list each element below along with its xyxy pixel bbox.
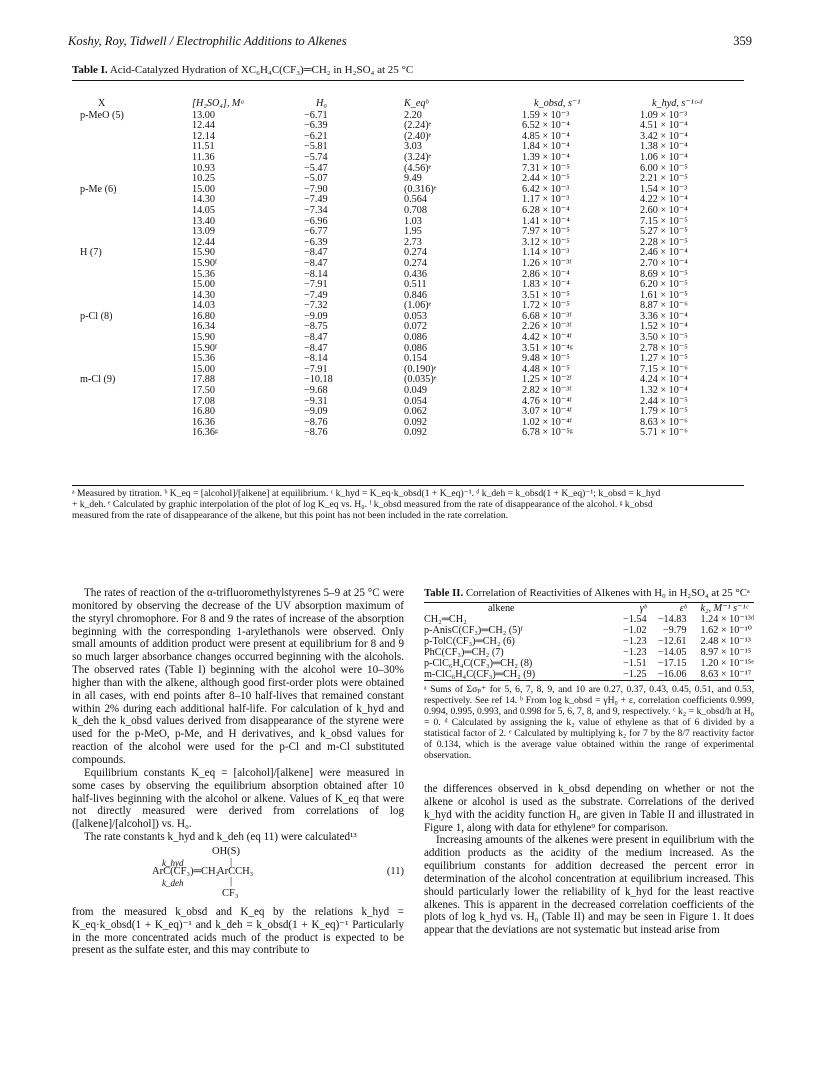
table1-cell-keq: 0.049 — [404, 385, 427, 397]
table1-cell-substituent: p-Cl (8) — [80, 310, 113, 322]
table1-cell-h0: −6.96 — [304, 215, 328, 227]
table1-cell-kobsd: 1.25 × 10⁻²ᶠ — [522, 374, 572, 386]
table1-cell-h0: −7.91 — [304, 363, 328, 375]
table1-cell-kobsd: 1.72 × 10⁻⁵ — [522, 300, 570, 312]
table1-cell-keq: 0.154 — [404, 353, 427, 365]
table1-cell-h2so4: 14.03 — [192, 300, 215, 312]
table1-cell-substituent — [72, 418, 192, 429]
table1-cell-keq: (0.190)ᵉ — [404, 363, 437, 375]
table1-cell-h2so4: 15.00 — [192, 183, 215, 195]
table1-cell-kobsd: 6.68 × 10⁻³ᶠ — [522, 310, 572, 322]
table1-cell-h2so4: 12.44 — [192, 120, 215, 132]
table1-cell-h2so4: 11.51 — [192, 141, 215, 153]
table2-cell-epsilon: −17.15 — [657, 658, 687, 669]
table1-cell-kobsd: 4.48 × 10⁻⁵ — [522, 363, 570, 375]
left-column — [72, 587, 404, 957]
table1-col-keq: K_eqᵇ — [404, 98, 429, 109]
table1-cell-khyd: 6.20 × 10⁻⁵ — [640, 279, 688, 291]
table1-cell-kobsd: 6.52 × 10⁻⁴ — [522, 120, 570, 132]
table1-col-h2so4: [H₂SO₄], Mᵃ — [192, 98, 245, 109]
table1-cell-substituent: p-MeO (5) — [80, 109, 124, 121]
table1-cell-h2so4: 13.40 — [192, 215, 215, 227]
table1-cell-h2so4: 13.09 — [192, 226, 215, 238]
table1-cell-h0: −8.47 — [304, 247, 328, 259]
table1-cell-kobsd: 1.59 × 10⁻³ — [522, 109, 570, 121]
eq-bond: | — [230, 856, 233, 868]
table2-cell-k2: 8.63 × 10⁻¹⁷ — [700, 669, 752, 680]
table1-col-h0: H₀ — [316, 98, 327, 109]
table1-cell-h0: −9.09 — [304, 406, 328, 418]
table1-cell-h2so4: 14.30 — [192, 289, 215, 301]
table1-cell-h0: −8.76 — [304, 416, 328, 428]
table1-cell-keq: 0.846 — [404, 289, 427, 301]
table1-cell-substituent — [72, 322, 192, 333]
table1-cell-kobsd: 6.28 × 10⁻⁴ — [522, 204, 570, 216]
table1-cell-khyd: 2.44 × 10⁻⁵ — [640, 395, 688, 407]
table1-cell-keq: 0.062 — [404, 406, 427, 418]
table1-cell-keq: 0.092 — [404, 416, 427, 428]
table1-cell-keq: (0.035)ᵉ — [404, 374, 437, 386]
table1-cell-keq: 9.49 — [404, 173, 422, 185]
table2-cell-gamma: −1.23 — [622, 636, 647, 647]
table1-cell-h2so4: 10.93 — [192, 162, 215, 174]
table1-footnote-line: + k_deh. ᵉ Calculated by graphic interpolation of the plot of log K_eq vs. H₀. ᶠ k_obsd measured from the rate of disappearance of the alcohol. ᵍ k_obsd — [72, 499, 653, 511]
table1-row — [72, 259, 744, 270]
table1-cell-khyd: 3.42 × 10⁻⁴ — [640, 130, 688, 142]
table1-cell-h2so4: 16.36ᵍ — [192, 427, 218, 439]
table2-cell-gamma: −1.25 — [622, 669, 647, 680]
table1-cell-khyd: 1.32 × 10⁻⁴ — [640, 385, 688, 397]
table1-cell-h2so4: 15.90ᶠ — [192, 342, 218, 354]
table1-cell-keq: 0.072 — [404, 321, 427, 333]
table1-cell-h0: −7.90 — [304, 183, 328, 195]
table1-cell-kobsd: 1.26 × 10⁻³ᶠ — [522, 257, 572, 269]
table1-cell-h2so4: 16.80 — [192, 310, 215, 322]
page-number: 359 — [733, 34, 752, 48]
table2-cell-epsilon: −14.05 — [657, 647, 687, 658]
table1-cell-keq: 0.274 — [404, 247, 427, 259]
eq-reactant: ArC(CF₃)═CH₂ — [152, 865, 220, 877]
table1-cell-kobsd: 1.39 × 10⁻⁴ — [522, 151, 570, 163]
table2-cell-k2: 2.48 × 10⁻¹³ — [700, 636, 751, 647]
table2-cell-alkene: p-TolC(CF₃)═CH₂ (6) — [424, 636, 515, 647]
table1-cell-kobsd: 6.78 × 10⁻⁵ᵍ — [522, 427, 573, 439]
table1-cell-kobsd: 3.51 × 10⁻⁴ᵍ — [522, 342, 573, 354]
table1-cell-keq: 0.511 — [404, 279, 427, 291]
table2-cell-alkene: PhC(CF₃)═CH₂ (7) — [424, 647, 504, 658]
table1-cell-h2so4: 10.25 — [192, 173, 215, 185]
table1-cell-h2so4: 12.44 — [192, 236, 215, 248]
table2-caption-label: Table II. — [424, 587, 464, 599]
table2-bottom-rule — [424, 680, 754, 681]
table2-cell-k2: 1.20 × 10⁻¹⁵ᵉ — [700, 658, 754, 669]
table1-cell-substituent: H (7) — [80, 247, 102, 259]
table1-row — [72, 206, 744, 217]
table1-cell-h0: −8.75 — [304, 321, 328, 333]
table1-cell-khyd: 1.61 × 10⁻⁵ — [640, 289, 688, 301]
table1-caption-text: Acid-Catalyzed Hydration of XC₆H₄C(CF₃)═CH₂ in H₂SO₄ at 25 °C — [107, 64, 414, 76]
table1-cell-keq: 1.03 — [404, 215, 422, 227]
table1-cell-h0: −10.18 — [304, 374, 333, 386]
table1-cell-substituent — [72, 333, 192, 344]
eq-kdeh: k_deh — [162, 877, 184, 888]
table1-cell-substituent — [72, 217, 192, 228]
table1-cell-h2so4: 17.50 — [192, 385, 215, 397]
table1-cell-keq: 0.274 — [404, 257, 427, 269]
table1-cell-khyd: 4.22 × 10⁻⁴ — [640, 194, 688, 206]
table1-cell-h2so4: 14.05 — [192, 204, 215, 216]
table1-cell-kobsd: 3.12 × 10⁻⁵ — [522, 236, 570, 248]
right-column — [424, 587, 754, 937]
table1-cell-keq: 0.708 — [404, 204, 427, 216]
table1-footnote-line: ᵃ Measured by titration. ᵇ K_eq = [alcohol]/[alkene] at equilibrium. ᶜ k_hyd = K_eq·k_obsd(1 + K_eq)⁻¹. ᵈ k_deh = k_obsd(1 + K_eq)⁻¹; k_obsd = k_hyd — [72, 488, 661, 499]
table1-cell-keq: (4.56)ᵉ — [404, 162, 432, 174]
paragraph: The rate constants k_hyd and k_deh (eq 11) were calculated¹³ — [84, 831, 357, 844]
table2-cell-alkene: p-ClC₆H₄C(CF₃)═CH₂ (8) — [424, 658, 533, 669]
table1-cell-h2so4: 15.00 — [192, 279, 215, 291]
table1-cell-h0: −7.91 — [304, 279, 328, 291]
table1-cell-substituent — [72, 270, 192, 281]
table1-cell-h2so4: 12.14 — [192, 130, 215, 142]
table1-cell-substituent — [72, 428, 192, 439]
table1-cell-khyd: 1.79 × 10⁻⁵ — [640, 406, 688, 418]
table1-cell-kobsd: 2.82 × 10⁻³ᶠ — [522, 385, 572, 397]
table2-row — [424, 614, 754, 625]
table1-cell-h2so4: 15.90ᶠ — [192, 257, 218, 269]
table1-cell-substituent — [72, 354, 192, 365]
table2-row — [424, 625, 754, 636]
table2-cell-epsilon: −16.06 — [657, 669, 687, 680]
table1-cell-substituent — [72, 132, 192, 143]
table1-cell-h0: −8.76 — [304, 427, 328, 439]
table2-cell-k2: 1.24 × 10⁻¹³ᵈ — [700, 614, 754, 625]
table1-cell-khyd: 1.09 × 10⁻³ — [640, 109, 688, 121]
table1-cell-h0: −7.49 — [304, 289, 328, 301]
table2-col-k2: k₂, M⁻¹ s⁻¹ᶜ — [700, 603, 749, 614]
table1-cell-h0: −5.81 — [304, 141, 328, 153]
table1-cell-keq: (1.06)ᵉ — [404, 300, 432, 312]
table1-cell-h2so4: 15.00 — [192, 363, 215, 375]
table1-cell-h2so4: 15.90 — [192, 332, 215, 344]
table1-cell-kobsd: 4.85 × 10⁻⁴ — [522, 130, 570, 142]
table1-cell-khyd: 6.00 × 10⁻⁵ — [640, 162, 688, 174]
table1-cell-khyd: 1.54 × 10⁻³ — [640, 183, 688, 195]
table1-cell-substituent — [72, 121, 192, 132]
table1-cell-h2so4: 16.36 — [192, 416, 215, 428]
table1-caption-label: Table I. — [72, 64, 108, 76]
table1-cell-khyd: 2.78 × 10⁻⁵ — [640, 342, 688, 354]
table1-cell-khyd: 4.51 × 10⁻⁴ — [640, 120, 688, 132]
table1-cell-h0: −8.14 — [304, 353, 328, 365]
table1-top-rule — [72, 80, 744, 81]
table1-cell-kobsd: 2.86 × 10⁻⁴ — [522, 268, 570, 280]
table2-col-gamma: γᵇ — [639, 603, 647, 614]
table1-cell-h0: −5.07 — [304, 173, 328, 185]
table2-row — [424, 658, 754, 669]
table1-cell-h0: −8.47 — [304, 257, 328, 269]
table1-cell-khyd: 7.15 × 10⁻⁶ — [640, 363, 688, 375]
table2-cell-alkene: m-ClC₆H₄C(CF₃)═CH₂ (9) — [424, 669, 536, 680]
paragraph: Increasing amounts of the alkenes were present in equilibrium with the addition products as the acidity of the medium increased. As the equilibrium constants for addition decreased the percent error in determination of the alcohol concentration at equilibrium increased. This should particularly lower the reliability of k_hyd for the least reactive alkenes. This is apparent in the decreased correlation coefficients of the plots of log k_hyd vs. H₀ (Table II) and may be seen in Figure 1. It does appear that the deviations are not systematic but instead arise from — [424, 834, 754, 937]
table1-cell-h0: −5.74 — [304, 151, 328, 163]
equation-11 — [72, 846, 404, 904]
table1-cell-h2so4: 14.30 — [192, 194, 215, 206]
table1-cell-h0: −7.32 — [304, 300, 328, 312]
table1-cell-substituent — [72, 407, 192, 418]
table1-caption — [72, 64, 413, 76]
table1-cell-khyd: 7.15 × 10⁻⁵ — [640, 215, 688, 227]
table1-cell-h2so4: 11.36 — [192, 151, 215, 163]
table2-cell-alkene: CH₂═CH₂ — [424, 614, 467, 625]
table1-cell-kobsd: 2.26 × 10⁻³ᶠ — [522, 321, 572, 333]
table1-cell-h2so4: 15.36 — [192, 353, 215, 365]
table1-cell-keq: 2.20 — [404, 109, 422, 121]
table1-grid — [72, 98, 744, 439]
table1-cell-h0: −9.31 — [304, 395, 328, 407]
table1-cell-kobsd: 1.84 × 10⁻⁴ — [522, 141, 570, 153]
table2-row — [424, 636, 754, 647]
table1-cell-keq: (3.24)ᵉ — [404, 151, 432, 163]
table1-cell-kobsd: 3.51 × 10⁻⁵ — [522, 289, 570, 301]
table1-col-khyd: k_hyd, s⁻¹ᶜ·ᵈ — [652, 98, 703, 109]
table1-footnote-line: measured from the rate of disappearance of the alkene, but this point has not been included in the rate correlation. — [72, 510, 509, 522]
table2-cell-epsilon: −9.79 — [662, 625, 687, 636]
eq-oh: OH(S) — [212, 845, 240, 857]
running-title: Koshy, Roy, Tidwell / Electrophilic Additions to Alkenes — [68, 34, 347, 48]
table1-cell-substituent: m-Cl (9) — [80, 374, 116, 386]
table1-cell-kobsd: 4.76 × 10⁻⁴ᶠ — [522, 395, 572, 407]
table1-cell-kobsd: 1.83 × 10⁻⁴ — [522, 279, 570, 291]
table1-cell-h2so4: 16.34 — [192, 321, 215, 333]
table1-cell-khyd: 1.06 × 10⁻⁴ — [640, 151, 688, 163]
table1-cell-kobsd: 4.42 × 10⁻⁴ᶠ — [522, 332, 572, 344]
table1-cell-khyd: 4.24 × 10⁻⁴ — [640, 374, 688, 386]
table2-cell-gamma: −1.23 — [622, 647, 647, 658]
table1-cell-substituent — [72, 164, 192, 175]
table1-cell-khyd: 2.28 × 10⁻⁵ — [640, 236, 688, 248]
table1-cell-keq: (2.40)ᵉ — [404, 130, 432, 142]
table1-cell-keq: 3.03 — [404, 141, 422, 153]
eq-bond: | — [230, 875, 233, 887]
table1-cell-keq: 0.086 — [404, 332, 427, 344]
table1-cell-substituent: p-Me (6) — [80, 183, 117, 195]
table1-cell-khyd: 5.71 × 10⁻⁶ — [640, 427, 688, 439]
table1-cell-substituent — [72, 397, 192, 408]
table1-cell-h2so4: 15.36 — [192, 268, 215, 280]
eq-khyd: k_hyd — [162, 857, 184, 868]
table1-cell-khyd: 5.27 × 10⁻⁵ — [640, 226, 688, 238]
table1-cell-substituent — [72, 195, 192, 206]
table1-cell-kobsd: 3.07 × 10⁻⁴ᶠ — [522, 406, 572, 418]
table1-row — [72, 428, 744, 439]
eq-cf3: CF₃ — [222, 887, 239, 899]
table2-row — [424, 647, 754, 658]
table1-cell-keq: 0.436 — [404, 268, 427, 280]
table1-cell-khyd: 1.27 × 10⁻⁵ — [640, 353, 688, 365]
eq-number: (11) — [386, 865, 404, 877]
table2-cell-gamma: −1.51 — [622, 658, 647, 669]
table1-cell-keq: 0.564 — [404, 194, 427, 206]
table1-col-x: X — [98, 98, 106, 109]
table1-bottom-rule — [72, 485, 744, 486]
table1-cell-keq: 0.054 — [404, 395, 427, 407]
table2-cell-k2: 1.62 × 10⁻¹⁰ — [700, 625, 752, 636]
table1-cell-kobsd: 1.41 × 10⁻⁴ — [522, 215, 570, 227]
eq-product: ArCCH₃ — [217, 865, 254, 877]
table1-cell-keq: (0.316)ᵉ — [404, 183, 437, 195]
table2-caption — [424, 587, 754, 599]
table1-cell-keq: 0.086 — [404, 342, 427, 354]
table2-col-alkene: alkene — [488, 603, 515, 614]
paragraph: Equilibrium constants K_eq = [alcohol]/[alkene] were measured in some cases by observing the equilibrium absorption obtained after 10 half-lives beginning with the alcohol or alkene. Values of K_eq that were not directly measured were derived from correlations of log ([alkene]/[alcohol]) vs. H₀. — [72, 766, 404, 831]
table1-cell-substituent — [72, 259, 192, 270]
table1-cell-h0: −8.47 — [304, 342, 328, 354]
table1-cell-kobsd: 1.17 × 10⁻³ — [522, 194, 570, 206]
table1-row — [72, 153, 744, 164]
table1-cell-h0: −6.21 — [304, 130, 328, 142]
table1-cell-substituent — [72, 291, 192, 302]
table1-cell-kobsd: 9.48 × 10⁻⁵ — [522, 353, 570, 365]
table2-cell-epsilon: −14.83 — [657, 614, 687, 625]
table1-cell-substituent — [72, 206, 192, 217]
table1-cell-keq: (2.24)ᵉ — [404, 120, 432, 132]
table1-cell-h0: −6.39 — [304, 236, 328, 248]
table1-cell-keq: 0.092 — [404, 427, 427, 439]
table1-cell-h0: −6.71 — [304, 109, 328, 121]
table2-cell-k2: 8.97 × 10⁻¹⁵ — [700, 647, 752, 658]
table1-cell-h2so4: 13.00 — [192, 109, 215, 121]
table1-cell-substituent — [72, 153, 192, 164]
table1-cell-h2so4: 17.08 — [192, 395, 215, 407]
table2-col-epsilon: εᵇ — [679, 603, 687, 614]
paragraph: the differences observed in k_obsd depending on whether or not the alkene or alcohol is used as the substrate. Correlations of the derived k_hyd with the acidity function H₀ are given in Table II and illustrated in Figure 1, along with data for ethylene⁹ for comparison. — [424, 783, 754, 834]
table1-cell-kobsd: 1.02 × 10⁻⁴ᶠ — [522, 416, 572, 428]
table1-col-kobsd: k_obsd, s⁻¹ — [534, 98, 581, 109]
table1-cell-h2so4: 17.88 — [192, 374, 215, 386]
table1-cell-h0: −5.47 — [304, 162, 328, 174]
table1-cell-h0: −6.77 — [304, 226, 328, 238]
table1-cell-h0: −7.49 — [304, 194, 328, 206]
table1-footnotes — [72, 488, 748, 522]
table1-cell-khyd: 1.52 × 10⁻⁴ — [640, 321, 688, 333]
table1-cell-h0: −6.39 — [304, 120, 328, 132]
table1-cell-h0: −8.47 — [304, 332, 328, 344]
table1-cell-kobsd: 7.31 × 10⁻⁵ — [522, 162, 570, 174]
table1-cell-khyd: 2.70 × 10⁻⁴ — [640, 257, 688, 269]
table1-header-row — [72, 98, 744, 111]
table1-cell-khyd: 2.21 × 10⁻⁵ — [640, 173, 688, 185]
table2-header-row — [424, 603, 754, 614]
table1-cell-khyd: 3.50 × 10⁻⁵ — [640, 332, 688, 344]
table2-cell-gamma: −1.54 — [622, 614, 647, 625]
table1-cell-substituent — [72, 344, 192, 355]
table1-cell-h0: −8.14 — [304, 268, 328, 280]
table1-cell-kobsd: 1.14 × 10⁻³ — [522, 247, 570, 259]
page-header — [68, 34, 752, 50]
table1-cell-khyd: 3.36 × 10⁻⁴ — [640, 310, 688, 322]
table1-cell-keq: 0.053 — [404, 310, 427, 322]
table2-cell-epsilon: −12.61 — [657, 636, 687, 647]
table1-cell-substituent — [72, 386, 192, 397]
table1-cell-kobsd: 2.44 × 10⁻⁵ — [522, 173, 570, 185]
table1-cell-kobsd: 7.97 × 10⁻⁵ — [522, 226, 570, 238]
paragraph: from the measured k_obsd and K_eq by the relations k_hyd = K_eq·k_obsd(1 + K_eq)⁻¹ and k_deh = k_obsd(1 + K_eq)⁻¹ Particularly in the more concentrated acids much of the product is expected to be present as the sulfate ester, and this may contribute to — [72, 905, 404, 957]
table1-cell-keq: 2.73 — [404, 236, 422, 248]
table2-cell-gamma: −1.02 — [622, 625, 647, 636]
table2-footnote: ᵃ Sums of Σσₚ⁺ for 5, 6, 7, 8, 9, and 10 are 0.27, 0.37, 0.43, 0.45, 0.51, and 0.53, respectively. See ref 14. ᵇ From log k_obsd = γH₀ + ε, correlation coefficients 0.999, 0.994, 0.995, 0.993, and 0.998 for 5, 6, 7, 8, and 9, respectively. ᶜ k₂ = k_obsd/h at H₀ = 0. ᵈ Calculated by assigning the k₂ value of ethylene as that of 6 divided by a statistical factor of 2. ᵉ Calculated by multiplying k₂ for 7 by the 8/7 reactivity factor of 0.134, which is the average value obtained within the range of experimental observation. — [424, 684, 754, 761]
table1-cell-substituent — [72, 142, 192, 153]
table1-cell-h0: −9.09 — [304, 310, 328, 322]
paragraph: The rates of reaction of the α-trifluoromethylstyrenes 5–9 at 25 °C were monitored by observing the decrease of the UV absorption maximum of the styryl chromophore. For 8 and 9 the rates of increase of the absorption beginning with the corresponding 1-arylethanols were observed. Only small amounts of addition product were present at equilibrium for 8 and 9 so much larger absorbance changes occurred beginning with the alcohols. The observed rates (Table I) beginning with the alcohol were 10–30% higher than with the alkene, although good first-order plots were obtained in all cases, with end points after 8–10 half-lives that remained constant within 2% during each additional half-life. For calculation of k_hyd and k_deh the k_obsd values derived from disappearance of the styrene were used for the p-MeO, p-Me, and H derivatives, and k_obsd values for reaction of the alcohol were used for the p-Cl and m-Cl substituted compounds. — [72, 587, 404, 766]
table1-cell-khyd: 8.63 × 10⁻⁶ — [640, 416, 688, 428]
table1-cell-substituent — [72, 227, 192, 238]
table2 — [424, 603, 754, 680]
table1 — [72, 98, 744, 439]
table1-cell-keq: 1.95 — [404, 226, 422, 238]
table2-caption-text: Correlation of Reactivities of Alkenes with H₀ in H₂SO₄ at 25 °Cᵃ — [463, 587, 750, 599]
table1-cell-h0: −9.68 — [304, 385, 328, 397]
table1-cell-kobsd: 6.42 × 10⁻³ — [522, 183, 570, 195]
table2-cell-alkene: p-AnisC(CF₃)═CH₂ (5)ᶠ — [424, 625, 523, 636]
table1-cell-khyd: 2.60 × 10⁻⁴ — [640, 204, 688, 216]
table2-row — [424, 669, 754, 680]
table1-cell-khyd: 1.38 × 10⁻⁴ — [640, 141, 688, 153]
table1-cell-h0: −7.34 — [304, 204, 328, 216]
table1-cell-khyd: 8.69 × 10⁻⁵ — [640, 268, 688, 280]
table1-cell-h2so4: 15.90 — [192, 247, 215, 259]
table1-cell-khyd: 2.46 × 10⁻⁴ — [640, 247, 688, 259]
table1-cell-khyd: 8.87 × 10⁻⁶ — [640, 300, 688, 312]
table1-cell-h2so4: 16.80 — [192, 406, 215, 418]
table1-cell-substituent — [72, 280, 192, 291]
